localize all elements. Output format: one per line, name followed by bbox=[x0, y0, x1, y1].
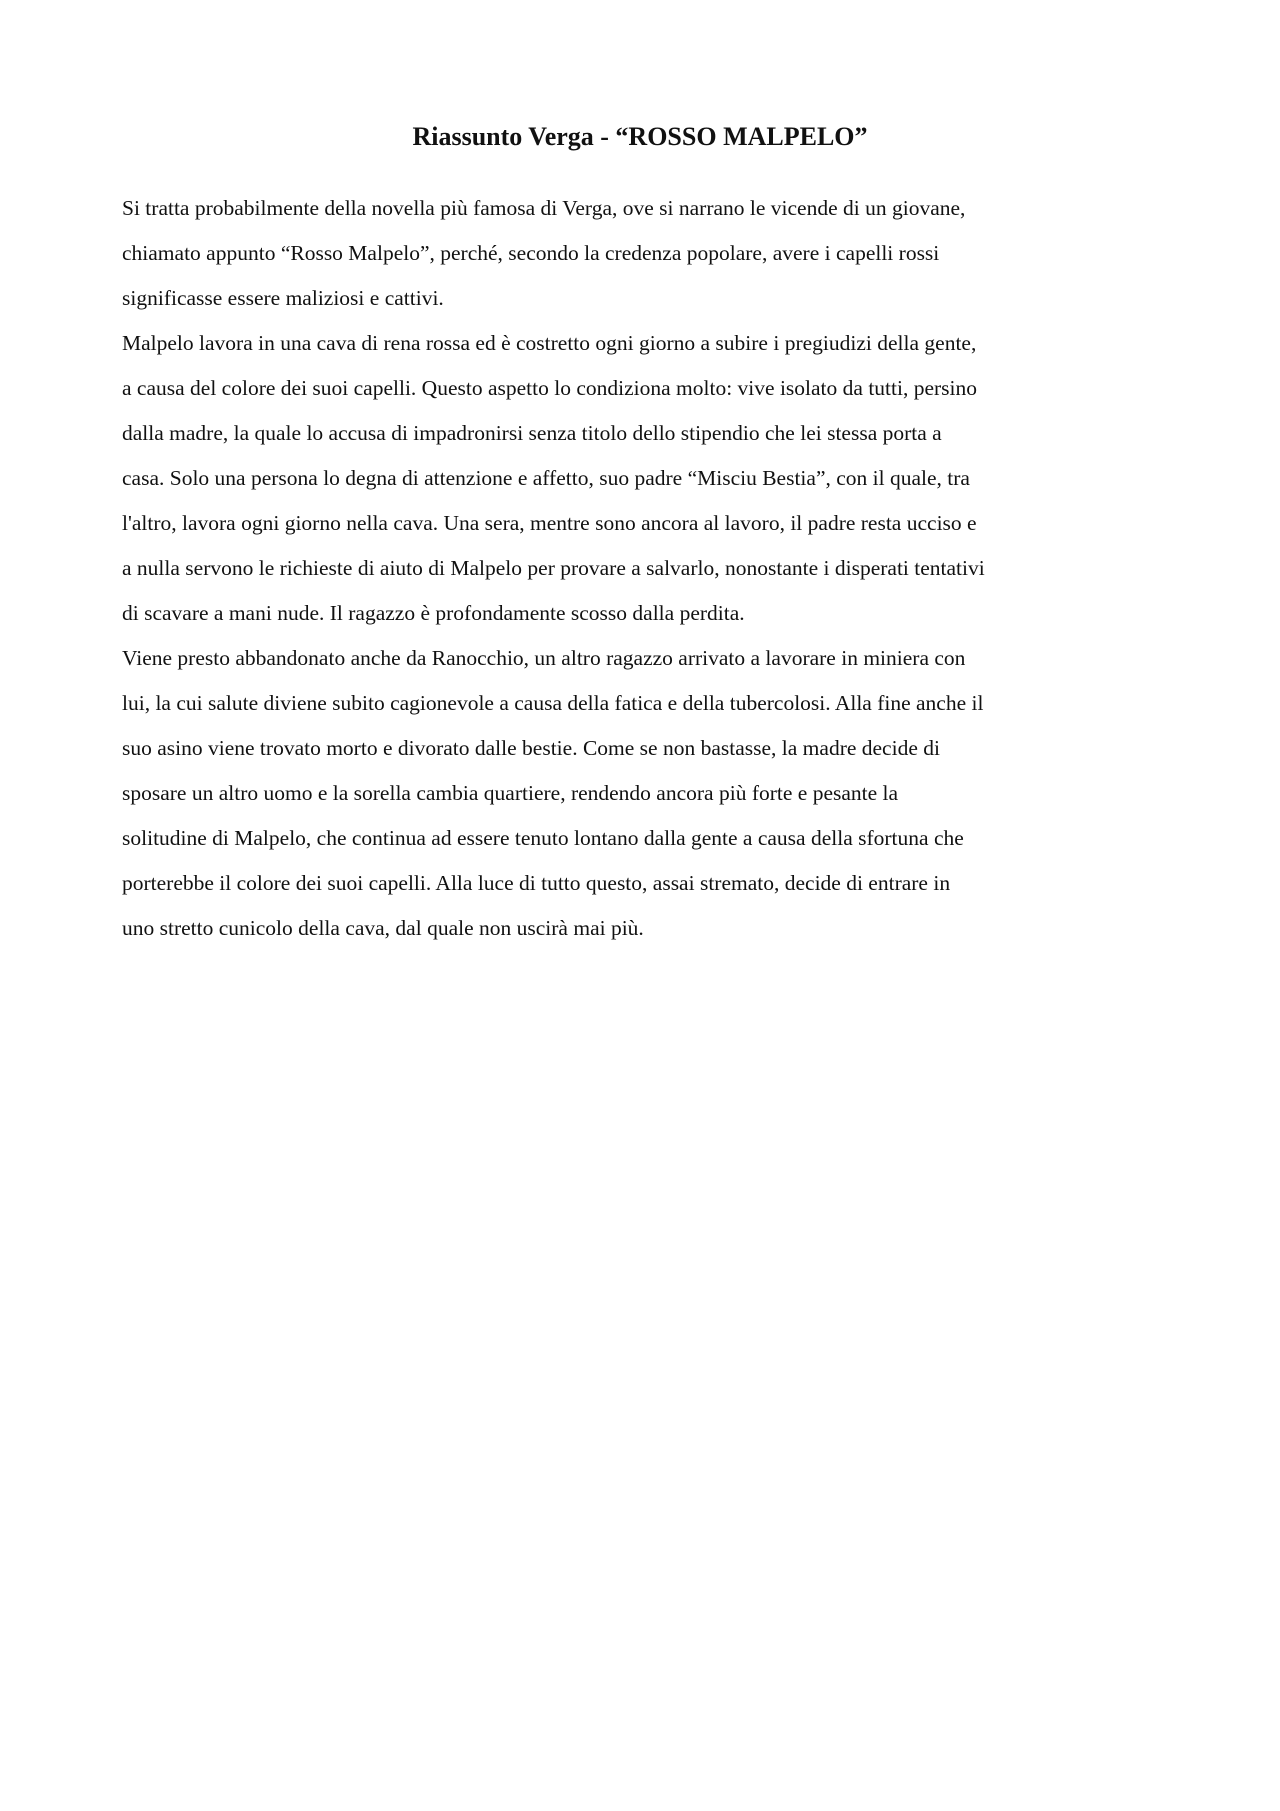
text-line: a nulla servono le richieste di aiuto di Malpelo per provare a salvarlo, nonostante i disperati tentativi bbox=[122, 556, 985, 580]
text-line: significasse essere maliziosi e cattivi. bbox=[122, 286, 444, 310]
text-line: lui, la cui salute diviene subito cagionevole a causa della fatica e della tubercolosi. Alla fine anche il bbox=[122, 691, 984, 715]
text-line: dalla madre, la quale lo accusa di impadronirsi senza titolo dello stipendio che lei stessa porta a bbox=[122, 421, 942, 445]
text-line: uno stretto cunicolo della cava, dal quale non uscirà mai più. bbox=[122, 916, 644, 940]
text-line: Viene presto abbandonato anche da Ranocchio, un altro ragazzo arrivato a lavorare in miniera con bbox=[122, 646, 966, 670]
text-line: suo asino viene trovato morto e divorato dalle bestie. Come se non bastasse, la madre decide di bbox=[122, 736, 940, 760]
text-line: sposare un altro uomo e la sorella cambia quartiere, rendendo ancora più forte e pesante la bbox=[122, 781, 899, 805]
text-line: di scavare a mani nude. Il ragazzo è profondamente scosso dalla perdita. bbox=[122, 601, 745, 625]
text-line: porterebbe il colore dei suoi capelli. Alla luce di tutto questo, assai stremato, decide di entrare in bbox=[122, 871, 951, 895]
text-line: Malpelo lavora in una cava di rena rossa ed è costretto ogni giorno a subire i pregiudizi della gente, bbox=[122, 331, 977, 355]
text-line: Si tratta probabilmente della novella più famosa di Verga, ove si narrano le vicende di un giovane, bbox=[122, 196, 966, 220]
text-line: casa. Solo una persona lo degna di attenzione e affetto, suo padre “Misciu Bestia”, con il quale, tra bbox=[122, 466, 970, 490]
document-body bbox=[122, 186, 1172, 951]
text-line: a causa del colore dei suoi capelli. Questo aspetto lo condiziona molto: vive isolato da tutti, persino bbox=[122, 376, 978, 400]
text-line: solitudine di Malpelo, che continua ad essere tenuto lontano dalla gente a causa della sfortuna che bbox=[122, 826, 964, 850]
document-title: Riassunto Verga - “ROSSO MALPELO” bbox=[412, 122, 868, 151]
text-line: chiamato appunto “Rosso Malpelo”, perché, secondo la credenza popolare, avere i capelli rossi bbox=[122, 241, 940, 265]
text-line: l'altro, lavora ogni giorno nella cava. Una sera, mentre sono ancora al lavoro, il padre resta ucciso e bbox=[122, 511, 977, 535]
